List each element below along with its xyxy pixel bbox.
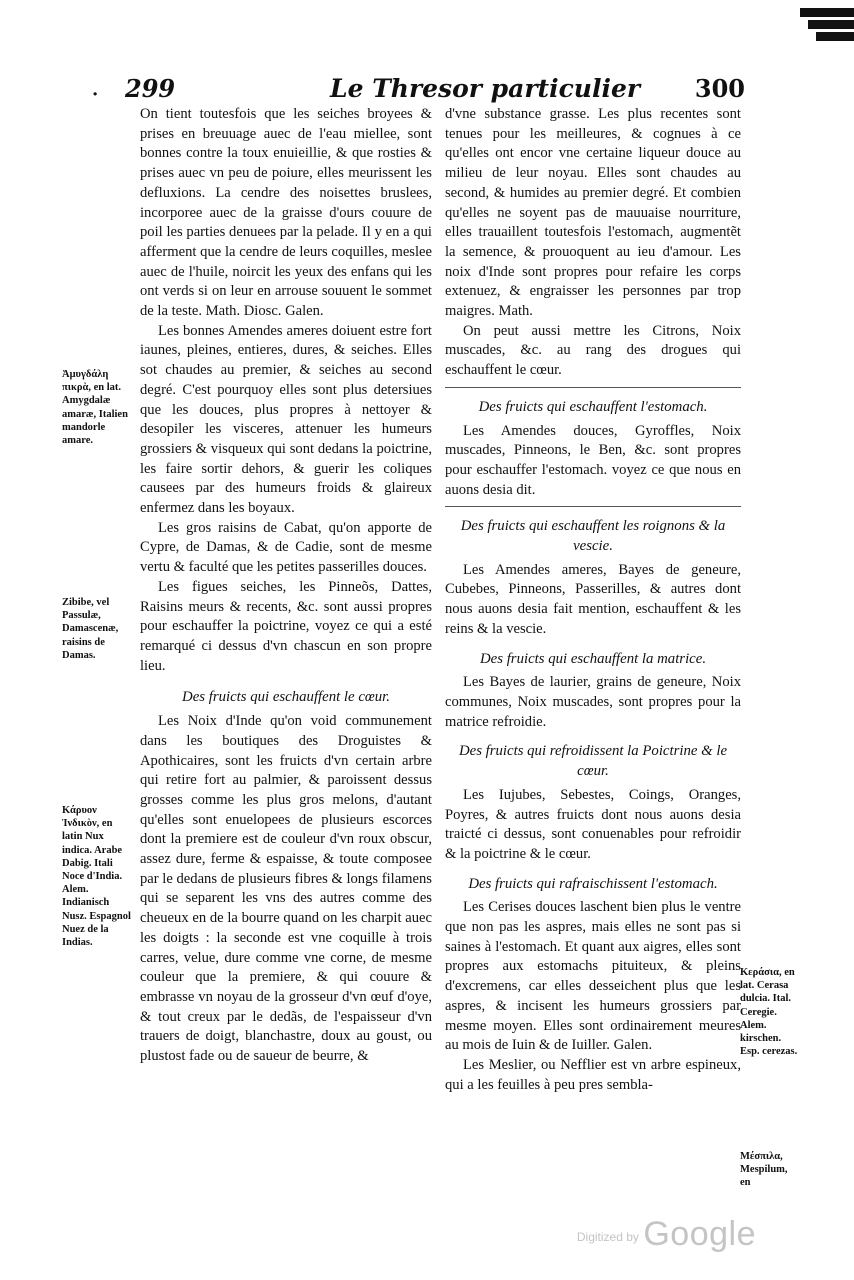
paragraph: d'vne substance grasse. Les plus recentes sont tenues pour les meilleures, & cognues à ce qu'elles ont encor vne certaine liqueur douce au milieu de leur noyau. Elles sont chaudes au second, & humides au premier degré. Et combien qu'elles ne soyent pas de mauuaise nourriture, elles trauaillent toutesfois l'estomach, augmentẽt la semence, & prouoquent au ieu d'amour. Les noix d'Inde sont propres pour refaire les corps extenuez, & engraisser les personnes par trop maigres. Math. (445, 106, 741, 320)
paragraph: Les figues seiches, les Pinneõs, Dattes, Raisins meurs & recents, &c. sont aussi propres pour eschauffer la poictrine, voyez ce qui a esté remarqué ci dessus d'vn chascun en son propre lieu. (140, 578, 432, 674)
watermark-prefix: Digitized by (576, 1230, 639, 1244)
paragraph: On tient toutesfois que les seiches broyees & prises en breuuage auec de l'eau miellee, sont bonnes contre la toux enuieillie, & que rosties & prises auec vn peu de poiure, elles meurissent les defluxions. La cendre des noisettes bruslees, incorporee auec de la graisse d'ours couure de poil les parties denuees par la pelade. Il y en a qui afferment que la cendre de leurs coquilles, meslee auec de l'huile, noircit les yeux des enfans qui les ont verds si on leur en arrouse souuent le sommet de la teste. Math. Diosc. Galen. (140, 106, 432, 320)
margin-note-zibibe: Zibibe, vel Passulæ, Damascenæ, raisins de Damas. (62, 597, 119, 661)
paragraph: Les Bayes de laurier, grains de geneure, Noix communes, Noix muscades, sont propres pour la matrice refroidie. (445, 674, 741, 730)
section-heading: Des fruicts qui eschauffent la matrice. (479, 650, 707, 667)
paragraph: Les Noix d'Inde qu'on void communement dans les boutiques des Droguistes & Apothicaires, sont les fruicts d'vn certain arbre qui retire fort au palmier, & paroissent dessus grosses comme les plus gros melons, d'autant qu'elles sont enuelopees de plusieurs escorces dont la premiere est de couleur d'vn roux obscur, assez dure, ferme & espaisse, & toute composee par le dedans de plusieurs fibres & longs filamens qui se separent les vns des autres comme des cheueux en de la bourre quand on les charpit auec les doigts : la seconde est vne coquille à trois carres, velue, dure comme vne corne, de mesme couleur que la premiere, & qui couure & embrasse vn noyau de la grosseur d'vn œuf d'oye, & tout creux par le dedãs, de l'espaisseur d'vn trauers de doigt, blanchastre, doux au goust, ou plustost fade ou de saueur de beurre, & (140, 713, 432, 1065)
paragraph: Les Cerises douces laschent bien plus le ventre que non pas les aspres, mais elles ne sont pas si saines à l'estomach. Et quant aux aigres, elles sont propres aux estomachs pituiteux, & pleins d'excremens, car elles desseichent plus que les aspres, & incisent les humeurs grossiers par mesme moyen. Elles sont ordinairement meures au mois de Iuin & de Iuiller. Galen. (445, 899, 741, 1054)
section-heading: Des fruicts qui refroidissent la Poictrine & le cœur. (458, 743, 728, 780)
edge-bar (816, 32, 854, 41)
divider (445, 387, 741, 388)
right-column (445, 105, 741, 1095)
edge-bar (800, 8, 854, 17)
margin-note-mespila: Μέσπιλα, Mespilum, en (740, 1151, 788, 1189)
paragraph: Les Meslier, ou Nefflier est vn arbre espineux, qui a les feuilles à peu pres sembla- (445, 1056, 741, 1093)
ink-dot: · (92, 84, 99, 105)
divider (445, 506, 741, 507)
section-heading: Des fruicts qui eschauffent le cœur. (182, 689, 390, 706)
page-edge-marks (762, 0, 854, 48)
paragraph: Les Amendes ameres, Bayes de geneure, Cubebes, Pinneons, Passerilles, & autres dont nous auons desia fait mention, eschauffent & les reins & la vescie. (445, 561, 741, 637)
digitized-watermark (577, 1215, 756, 1254)
paragraph: Les bonnes Amendes ameres doiuent estre fort iaunes, pleines, entieres, dures, & seiches. Elles sot chaudes au premier, & seiches au second degré. C'est pourquoy elles sont plus detersiues que les douces, plus propres à nettoyer & desopiler les visceres, attenuer les humeurs grossiers & visqueux qui sont dedans la poictrine, les faire sortir dehors, & guerir les coliques causees par des humeurs froids & glaireux enfermez dans les boyaux. (140, 322, 432, 517)
margin-note-indica: Κάρυον Ἰνδικὸν, en latin Nux indica. Arabe Dabig. Itali Noce d'India. Alem. Indianisch Nusz. Espagnol Nuez de la Indias. (62, 805, 131, 949)
paragraph: Les gros raisins de Cabat, qu'on apporte de Cypre, de Damas, & de Cadie, sont de mesme vertu & faculté que les petites passerilles douces. (140, 519, 432, 576)
section-heading: Des fruicts qui eschauffent l'estomach. (478, 398, 708, 415)
paragraph: Les Iujubes, Sebestes, Coings, Oranges, Poyres, & autres fruicts dont nous auons desia traicté ci dessus, sont conuenables pour refroidir & la poictrine & le cœur. (445, 786, 741, 862)
left-column (140, 105, 432, 1067)
running-title: Le Thresor particulier (330, 74, 641, 103)
section-heading: Des fruicts qui eschauffent les roignons & la vescie. (460, 518, 726, 555)
paragraph: Les Amendes douces, Gyroffles, Noix muscades, Pinneons, le Ben, &c. sont propres pour eschauffer l'estomach. voyez ce que nous en auons desia dit. (445, 422, 741, 498)
margin-note-amygdala: Ἀμυγδάλη πικρὰ, en lat. Amygdalæ amaræ, Italien mandorle amare. (62, 369, 128, 447)
margin-note-cerasia: Κεράσια, en lat. Cerasa dulcia. Ital. Ceregie. Alem. kirschen. Esp. cerezas. (740, 967, 798, 1058)
paragraph: On peut aussi mettre les Citrons, Noix muscades, &c. au rang des drogues qui eschauffent le cœur. (445, 322, 741, 379)
page-number-right: 300 (694, 74, 745, 103)
edge-bar (808, 20, 854, 29)
section-heading: Des fruicts qui rafraischissent l'estomach. (468, 875, 718, 892)
page-number-left: 299 (125, 74, 176, 103)
running-header (125, 74, 745, 108)
google-logo: Google (643, 1215, 756, 1253)
